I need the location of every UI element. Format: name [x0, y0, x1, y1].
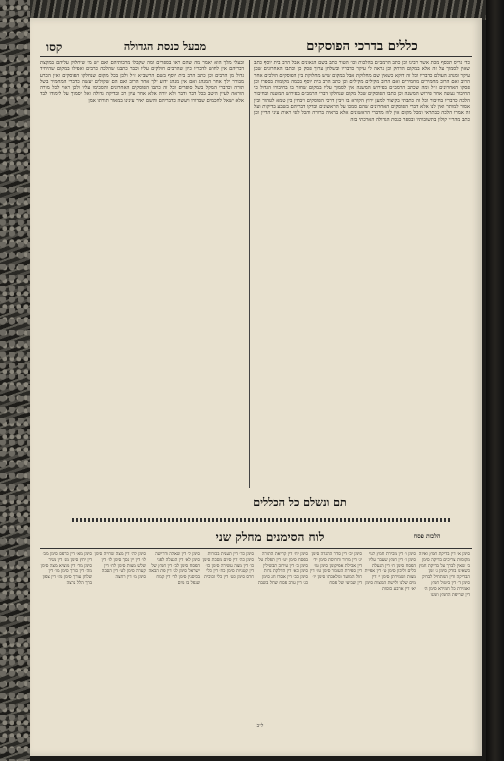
header-rule: [40, 56, 472, 57]
index-column: סימן לה׳ דין מצה שרויה סימן לו׳ דין יין נסך סימן לז׳ דין שלש מצות סימן לח׳ דין קערה סימן לט׳ דין הסבה סימן מ׳ דין רחצה: [94, 552, 146, 581]
index-column: סימן ו׳ דין מכירת חמץ לגוי סימן ז׳ דין חמץ שעבר עליו הפסח סימן ח׳ דין הגעלת כלים וליבון סימן ט׳ דין אפיית מצות ושמירתן סימן י׳ דין מים שלנו ולישת המצות סימן יא׳ דין ארבע כוסות: [364, 552, 416, 592]
table-title: לוח הסימנים מחלק שני: [215, 530, 325, 544]
paragraph: ובעלי מלך הוא יאמר מה שהם ראו בספרים ומה שקבלו מרבותיהם ואם יש מי שיחלוק עליהם במקצת דבריהם אין לחוש לדבריו כיון שהרבים חולקים עליו וכבר כתבנו שהלכה כרבים ואפילו במקום שהיחיד גדול מן הרבים וכן כתב הרב בית יוסף בשם הרשב״א ז״ל ולכן בכל מקום שנחלקו הפוסקים ואין הכרע מבורר ילך אחר המנהג ואם אין מנהג ידוע ילך אחר הרוב ואם הם שקולים יעשה כדברי המחמיר בשל תורה וכדברי המקל בשל סופרים וכל זה כתבו הפוסקים האחרונים והסכימו עליו ולכן ראוי לכל מורה הוראה לעיין היטב בכל דבר ודבר ולא יורה אלא אחר עיון רב ובדיקה גדולה ואל יסמוך על לימודו לבד אלא ישאל לחכמים שבדורו ויעשה כדבריהם והשם יאיר עינינו במאור תורתו אמן: [40, 60, 244, 104]
index-column: סימן כד׳ דין תענית בכורות סימן כה׳ דין סיום מסכת סימן כו׳ דין מצה עשירה סימן כז׳ דין קטניות סימן כח׳ דין כלי חרס סימן כט׳ דין כלי זכוכית: [202, 552, 254, 581]
index-column: סימן ל׳ דין שאלה ודרישה סימן לא׳ דין הגעלה לפני הפסח סימן לב׳ דין חמץ של ישראל סימן לג׳ דין פת הבאה בכיסנין סימן לד׳ דין קמח שנפל בו מים: [148, 552, 200, 586]
section-label: הלכות פסח: [413, 533, 441, 540]
closing-line: תם ונשלם כל הכללים: [253, 496, 347, 509]
paragraph: כד׳ גריס תכסף מכת אשר רבינו וכן כתב הרמב״ם בהלכות וכו׳ הטור כתב בשם הגאונים אבל הרב בית יוסף כתב שאין לסמוך על זה אלא במקום הדחק וכן נראה לי עיקר כדבריו ובשלחן ערוך פסק כן וכתבו האחרונים שכן עיקר ומנהג העולם כדבריו וכל זה דוקא כשאין שם מחלוקת אבל במקום שיש מחלוקת בין הפוסקים הולכים אחר הרוב ואם הרוב מחמירים מחמירים ואם הרוב מקילים מקילים וכן כתב הרב בית יוסף בכמה מקומות בספרו וכן פסקו האחרונים ז״ל ומה שכתב הרמב״ם בפירוש המשנה אין לסמוך עליו במקום שחזר בו בחיבורו הגדול כי החיבור נעשה אחר פירוש המשנה וכן כתבו הפוסקים שכל מקום שנחלקו דברי הרמב״ם בפירוש המשנה ובחיבור הלכה כדבריו בחיבור וכל זה כתבתי בקיצור למען ירוץ הקורא בו ויבין דרכי הפוסקים ויבחין בין טמא לטהור ובין אסור למותר ואין לנו אלא דברי הפוסקים האחרונים שהם סמכו על הראשונים ובדקו דבריהם בשבע בדיקות ועל זה אמרו הלכה כבתראי ומכל מקום אין לזוז מדברי הראשונים אלא בראיה ברורה והכל לפי ראות עיני הדיין וכן כתב מהר״י קולון בתשובותיו ובספר כנסת הגדולה הארכתי בזה: [254, 60, 470, 123]
text-column-right: [254, 60, 470, 488]
signature-mark: ל״ב: [256, 723, 264, 729]
table-rule: [40, 548, 472, 549]
marbled-edge: [0, 0, 30, 761]
book-page: [30, 18, 482, 756]
index-column: סימן יב׳ דין סדר ההגדה סימן יג׳ דין מרור וחרוסת סימן יד׳ דין אכילת אפיקומן סימן טו׳ דין ספירת העומר סימן טז׳ דין חול המועד ומלאכתו סימן יז׳ דין שביעי של פסח: [310, 552, 362, 586]
text-column-left: [40, 60, 244, 488]
running-head-right: כללים בדרכי הפוסקים: [306, 39, 418, 54]
page-number: קסו: [46, 40, 63, 54]
book-edge-top: [0, 0, 504, 20]
book-cover-edge: [486, 0, 504, 761]
index-column: סימן א׳ דין בדיקת חמץ ואיזה מקומות צריכים בדיקה סימן ב׳ שאין לברך על בדיקת חמץ כשאינו בודק סימן ג׳ זמן הבדיקה ודין המתחיל לבדוק סימן ד׳ דין ביטול חמץ ואמירת כל חמירא סימן ה׳ דין שריפת החמץ וזמנו: [418, 552, 470, 598]
column-divider: [249, 60, 250, 488]
index-column: סימן מא׳ דין כרפס סימן מב׳ דין יחץ סימן מג׳ דין מגיד סימן מד׳ דין מוציא מצה סימן מה׳ דין כורך סימן מו׳ דין שלחן עורך סימן מז׳ דין צפון ברך הלל נרצה: [40, 552, 92, 586]
ornamental-rule: [72, 518, 452, 522]
running-head-left: מבעל כנסת הגדולה: [123, 40, 207, 53]
index-column: סימן יח׳ דין קריאת התורה בפסח סימן יט׳ דין תפלת טל סימן כ׳ דין עירוב תבשילין סימן כא׳ דין הדלקת נרות סימן כב׳ דין אסרו חג סימן כג׳ דין ערב פסח שחל בשבת: [257, 552, 308, 586]
